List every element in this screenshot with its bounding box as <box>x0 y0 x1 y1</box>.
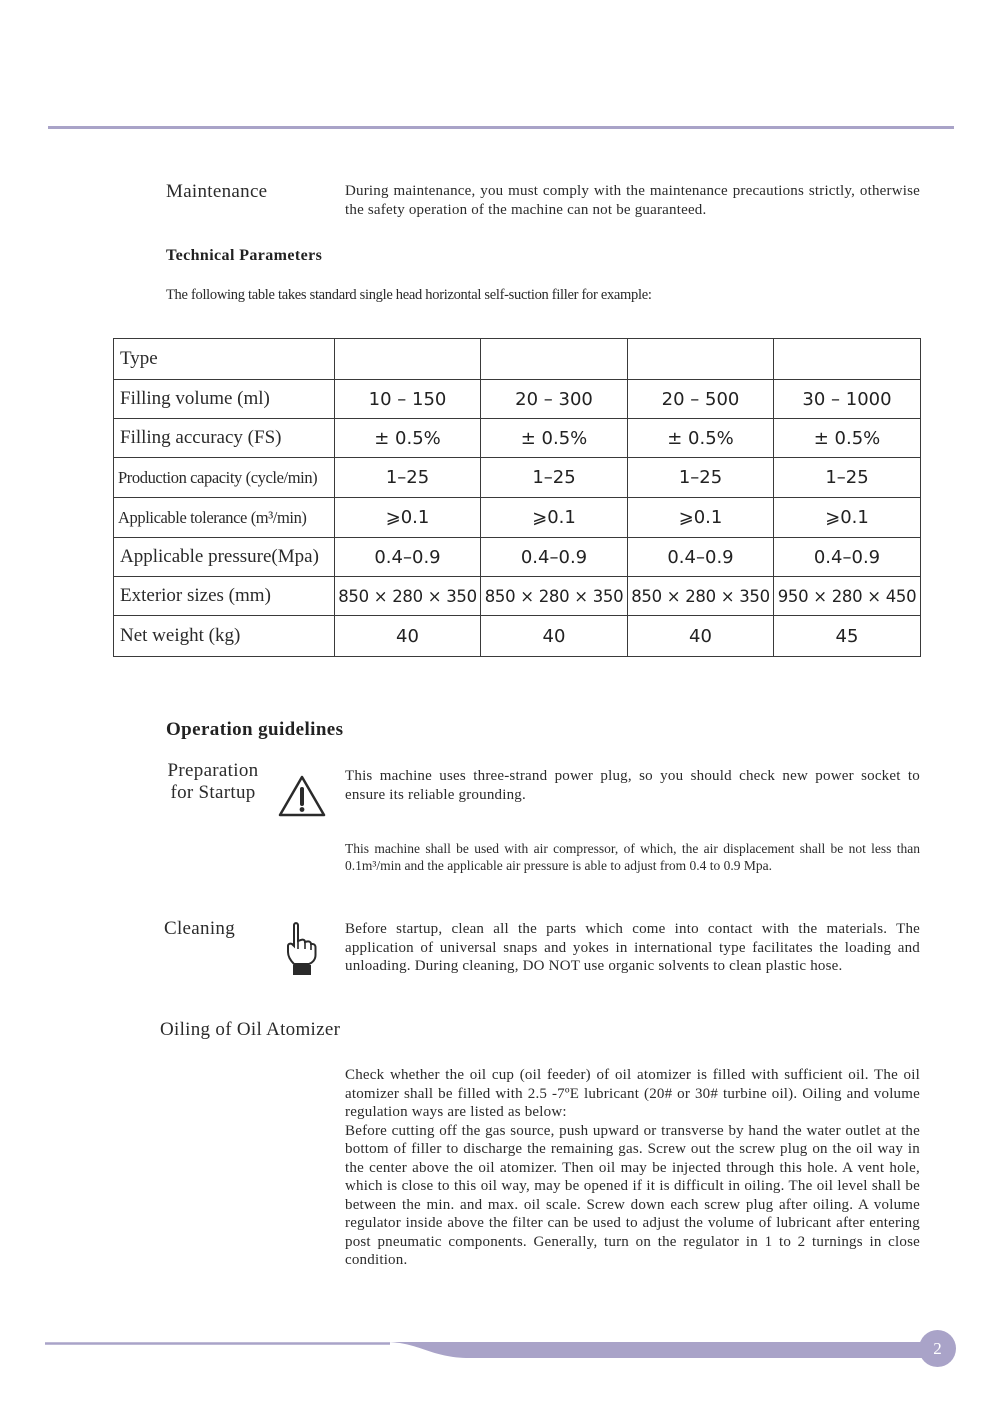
technical-parameters-table <box>113 338 921 657</box>
table-cell: 20 – 300 <box>481 380 628 419</box>
table-cell: 40 <box>481 616 628 657</box>
technical-heading: Technical Parameters <box>166 247 323 264</box>
table-cell: ± 0.5% <box>335 419 481 458</box>
preparation-label-line2: for Startup <box>170 782 256 803</box>
technical-intro: The following table takes standard single head horizontal self-suction filler for example: <box>166 287 652 303</box>
table-cell: 0.4–0.9 <box>628 538 774 577</box>
table-cell: 0.4–0.9 <box>335 538 481 577</box>
row-label-filling-volume: Filling volume (ml) <box>114 380 335 419</box>
top-divider <box>48 126 954 129</box>
table-cell: 850 × 280 × 350 <box>335 577 481 616</box>
table-cell: ⩾0.1 <box>481 498 628 538</box>
row-label-production-capacity: Production capacity (cycle/min) <box>114 458 335 498</box>
table-row <box>114 458 921 498</box>
table-row <box>114 538 921 577</box>
cleaning-label: Cleaning <box>164 918 235 939</box>
table-cell: 0.4–0.9 <box>481 538 628 577</box>
operation-heading: Operation guidelines <box>166 719 344 740</box>
row-label-net-weight: Net weight (kg) <box>114 616 335 657</box>
table-cell: 40 <box>628 616 774 657</box>
table-cell: 850 × 280 × 350 <box>628 577 774 616</box>
oiling-label: Oiling of Oil Atomizer <box>160 1019 341 1040</box>
row-label-applicable-tolerance: Applicable tolerance (m³/min) <box>114 498 335 538</box>
table-cell: ⩾0.1 <box>628 498 774 538</box>
table-cell: 950 × 280 × 450 <box>774 577 921 616</box>
preparation-text-2: This machine shall be used with air compressor, of which, the air displacement shall be not less than 0.1m³/min and the applicable air pressure is able to adjust from 0.4 to 0.9 Mpa. <box>345 841 920 873</box>
table-row <box>114 498 921 538</box>
table-cell <box>628 339 774 380</box>
row-label-type: Type <box>114 339 335 380</box>
preparation-text-1: This machine uses three-strand power plug, so you should check new power socket to ensure its reliable grounding. <box>345 768 920 803</box>
row-label-filling-accuracy: Filling accuracy (FS) <box>114 419 335 458</box>
table-cell: 1–25 <box>335 458 481 498</box>
table-row <box>114 380 921 419</box>
warning-icon <box>277 774 327 818</box>
table-row <box>114 339 921 380</box>
oiling-text-1: Check whether the oil cup (oil feeder) of oil atomizer is filled with sufficient oil. The oil atomizer shall be filled with 2.5 -7ºE lubricant (20# or 30# turbine oil). Oiling and volume regulation ways are listed as below: <box>345 1067 920 1120</box>
maintenance-label: Maintenance <box>166 181 268 202</box>
table-cell <box>774 339 921 380</box>
maintenance-text: During maintenance, you must comply with the maintenance precautions strictly, otherwise the safety operation of the machine can not be guaranteed. <box>345 183 920 218</box>
table-row <box>114 419 921 458</box>
table-cell: ± 0.5% <box>628 419 774 458</box>
table-row <box>114 577 921 616</box>
table-cell: ⩾0.1 <box>774 498 921 538</box>
table-cell <box>335 339 481 380</box>
row-label-exterior-sizes: Exterior sizes (mm) <box>114 577 335 616</box>
table-cell: 0.4–0.9 <box>774 538 921 577</box>
row-label-applicable-pressure: Applicable pressure(Mpa) <box>114 538 335 577</box>
table-cell: 20 – 500 <box>628 380 774 419</box>
preparation-label <box>161 760 265 804</box>
table-cell: ± 0.5% <box>774 419 921 458</box>
pointing-hand-icon <box>284 921 318 977</box>
table-cell: ⩾0.1 <box>335 498 481 538</box>
cleaning-text: Before startup, clean all the parts which come into contact with the materials. The application of universal snaps and yokes in international type facilitates the loading and unloading. During cleaning, DO NOT use organic solvents to clean plastic hose. <box>345 921 920 974</box>
table-cell: 1–25 <box>628 458 774 498</box>
table-cell: 1–25 <box>481 458 628 498</box>
oiling-text <box>345 1066 920 1270</box>
table-cell: 45 <box>774 616 921 657</box>
page-number: 2 <box>919 1330 956 1367</box>
oiling-text-2: Before cutting off the gas source, push upward or transverse by hand the water outlet at the bottom of filler to discharge the remaining gas. Screw out the screw plug on the oil way in the center above the oil atomizer. Then oil may be injected through this hole. A vent hole, which is close to this oil way, may be opened if it is difficult in oiling. The oil level shall be between the min. and max. oil scale. Screw down each screw plug after oiling. A volume regulator inside above the filter can be used to adjust the volume of lubricant after entering post pneumatic components. Generally, turn on the regulator in 1 to 2 turnings in close condition. <box>345 1122 920 1268</box>
table-cell: 850 × 280 × 350 <box>481 577 628 616</box>
table-cell: 30 – 1000 <box>774 380 921 419</box>
table-cell <box>481 339 628 380</box>
footer-bar <box>0 1330 1000 1370</box>
table-cell: 10 – 150 <box>335 380 481 419</box>
preparation-label-line1: Preparation <box>167 760 259 781</box>
table-row <box>114 616 921 657</box>
table-cell: 1–25 <box>774 458 921 498</box>
table-cell: 40 <box>335 616 481 657</box>
table-cell: ± 0.5% <box>481 419 628 458</box>
